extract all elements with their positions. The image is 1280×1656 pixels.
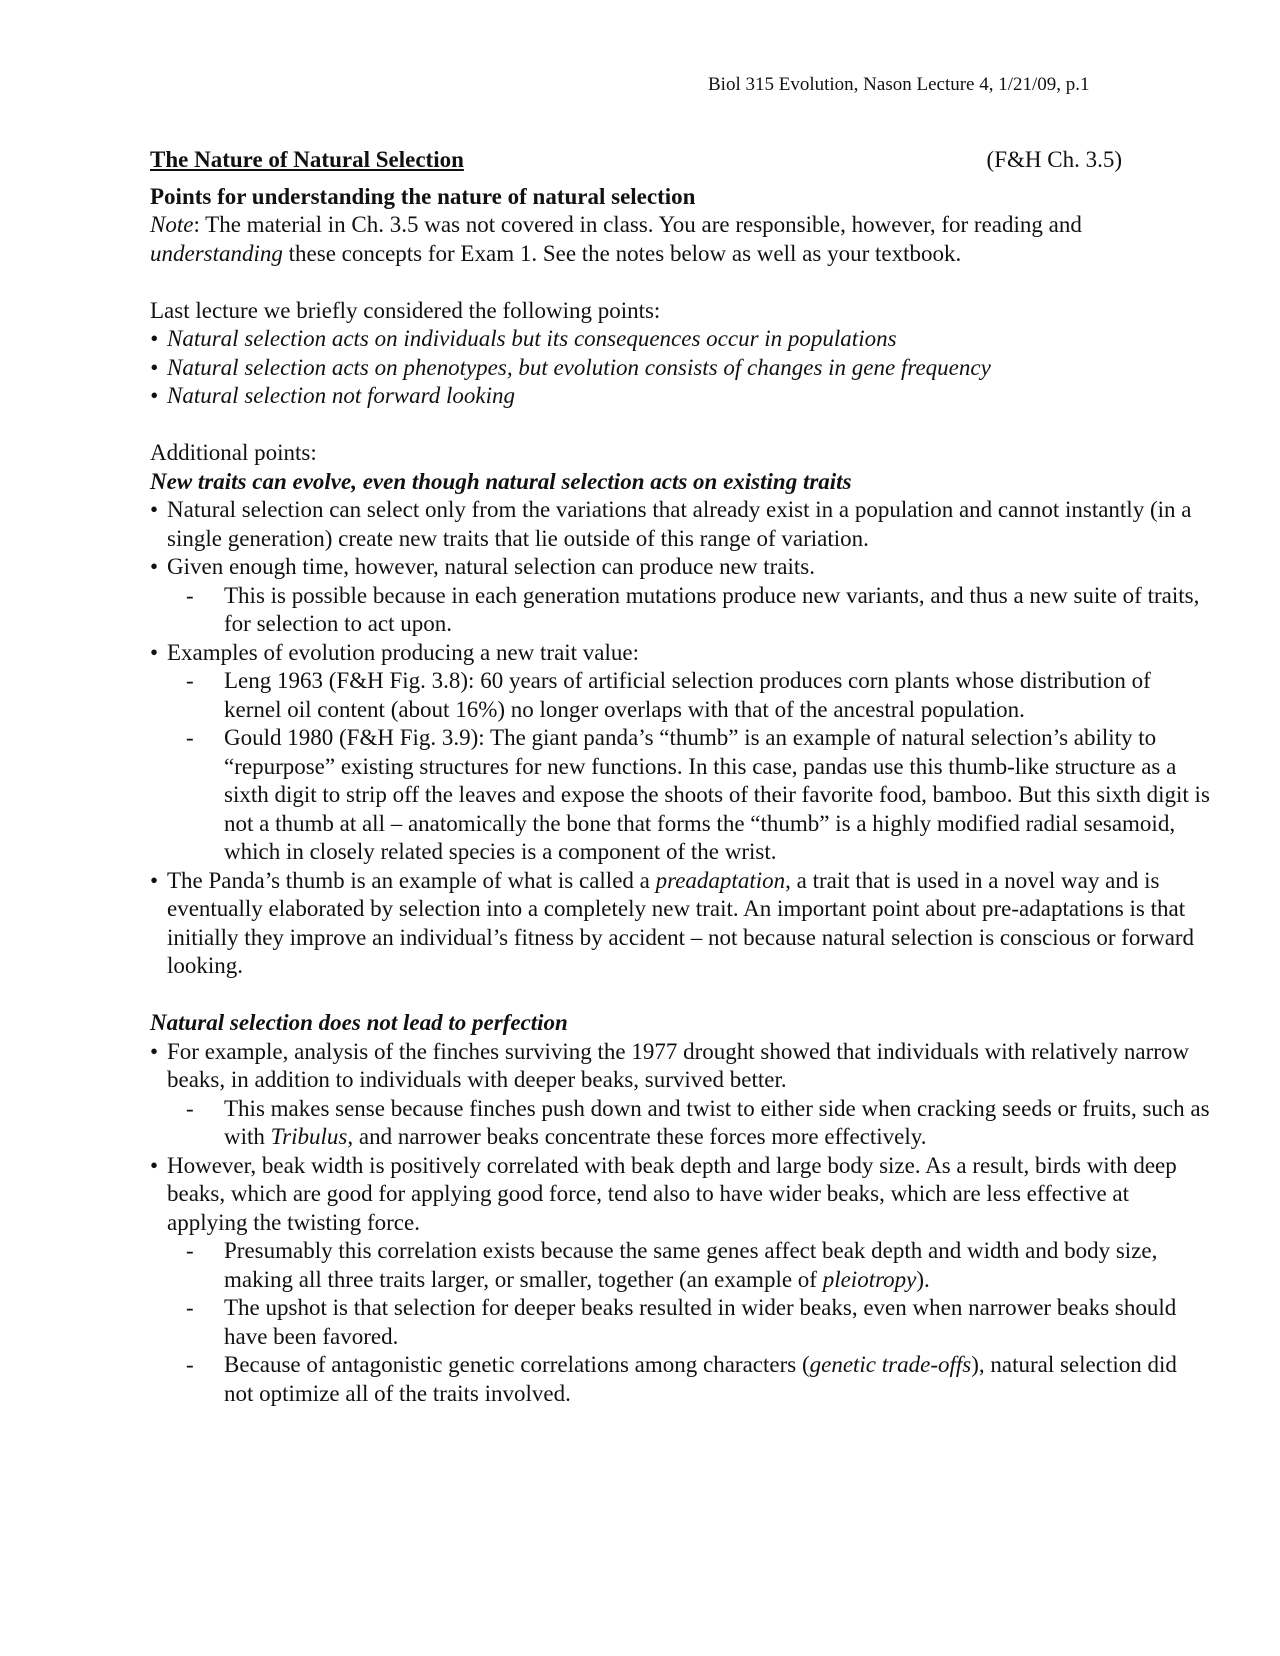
list-item: • Natural selection acts on individuals but its consequences occur in populations <box>150 325 1210 354</box>
section-points <box>150 183 1210 269</box>
text-run: , and narrower beaks concentrate these forces more effectively. <box>347 1124 927 1149</box>
subsection-heading: New traits can evolve, even though natural selection acts on existing traits <box>150 468 852 494</box>
note-paragraph <box>150 211 1210 268</box>
additional-intro: Additional points: <box>150 440 317 465</box>
sub-list-item: - Gould 1980 (F&H Fig. 3.9): The giant panda’s “thumb” is an example of natural selection’s ability to “repurpose” existing structures for new functions. In this case, pandas use this thumb-like structure as a sixth digit to strip off the leaves and expose the shoots of their favorite food, bamboo. But this sixth digit is not a thumb at all – anatomically the bone that forms the “thumb” is a highly modified radial sesamoid, which in closely related species is a component of the wrist. <box>150 724 1210 867</box>
text-run: This makes sense because finches push down and twist to either side when cracking seeds or fruits, such as with <box>224 1095 1210 1149</box>
list-item: • However, beak width is positively correlated with beak depth and large body size. As a result, birds with deep beaks, which are good for applying good force, tend also to have wider beaks, which are less effective at applying the twisting force. <box>150 1152 1210 1238</box>
list-item: • Examples of evolution producing a new trait value: <box>150 639 1210 668</box>
note-text: : The material in Ch. 3.5 was not covered in class. You are responsible, however, for reading and <box>193 212 1082 237</box>
text-run: ), natural selection did not optimize all of the traits involved. <box>224 1352 1177 1406</box>
text-run: The Panda’s thumb is an example of what is called a <box>167 867 656 893</box>
note-text-cont: these concepts for Exam 1. See the notes below as well as your textbook. <box>282 240 962 266</box>
list-item: • Natural selection can select only from the variations that already exist in a population and cannot instantly (in a single generation) create new traits that lie outside of this range of variation. <box>150 496 1210 553</box>
section-heading: Points for understanding the nature of natural selection <box>150 183 696 209</box>
chapter-reference: (F&H Ch. 3.5) <box>986 147 1122 172</box>
list-item <box>150 867 1210 981</box>
note-label: Note <box>150 212 194 237</box>
term-pleiotropy: pleiotropy <box>822 1266 917 1292</box>
last-lecture-intro: Last lecture we briefly considered the following points: <box>150 297 661 323</box>
list-item: • Given enough time, however, natural selection can produce new traits. <box>150 553 1210 582</box>
term-preadaptation: preadaptation <box>655 867 786 893</box>
text-run: Presumably this correlation exists because the same genes affect beak depth and width and body size, making all three traits larger, or smaller, together (an example of <box>224 1238 1158 1292</box>
additional-points-block <box>150 439 1210 981</box>
sub-list-item: - Leng 1963 (F&H Fig. 3.8): 60 years of artificial selection produces corn plants whose distribution of kernel oil content (about 16%) no longer overlaps with that of the ancestral population. <box>150 667 1210 724</box>
list-item: • Natural selection acts on phenotypes, but evolution consists of changes in gene frequency <box>150 354 1210 383</box>
running-head: Biol 315 Evolution, Nason Lecture 4, 1/21/09, p.1 <box>708 74 1090 95</box>
text-run: , a trait that is used in a novel way and is eventually elaborated by selection into a completely new trait. An important point about pre-adaptations is that initially they improve an individual’s fitness by accident – not because natural selection is conscious or forward looking. <box>167 867 1195 978</box>
note-emphasis: understanding <box>150 240 283 266</box>
title-row <box>150 146 1122 175</box>
document-body <box>150 146 1210 1408</box>
sub-list-item <box>150 1351 1210 1408</box>
page-title: The Nature of Natural Selection <box>150 147 464 172</box>
term-genetic-trade-offs: genetic trade-offs <box>809 1352 972 1377</box>
sub-list-item <box>150 1237 1210 1294</box>
sub-list-item: - The upshot is that selection for deeper beaks resulted in wider beaks, even when narrower beaks should have been favored. <box>150 1294 1210 1351</box>
perfection-block <box>150 1009 1210 1408</box>
subsection-heading: Natural selection does not lead to perfection <box>150 1010 568 1035</box>
sub-list-item <box>150 1095 1210 1152</box>
text-run: Because of antagonistic genetic correlations among characters ( <box>224 1352 810 1377</box>
list-item: • Natural selection not forward looking <box>150 382 1210 411</box>
last-lecture-block <box>150 297 1210 411</box>
list-item: • For example, analysis of the finches surviving the 1977 drought showed that individuals with relatively narrow beaks, in addition to individuals with deeper beaks, survived better. <box>150 1038 1210 1095</box>
term-tribulus: Tribulus <box>270 1124 348 1149</box>
text-run: ). <box>916 1266 930 1292</box>
sub-list-item: - This is possible because in each generation mutations produce new variants, and thus a new suite of traits, for selection to act upon. <box>150 582 1210 639</box>
